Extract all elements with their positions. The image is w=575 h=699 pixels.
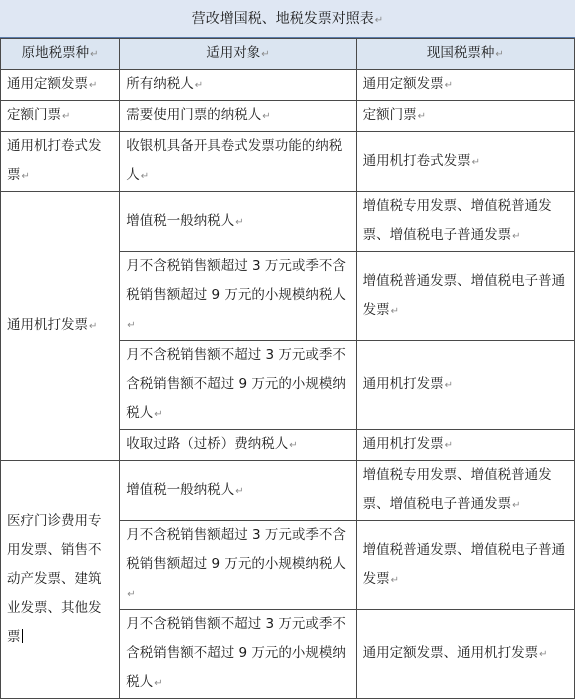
- cell-new: 通用机打卷式发票↵: [356, 132, 574, 192]
- header-original-type: 原地税票种↵: [1, 39, 120, 70]
- cell-applicable: 月不含税销售额不超过 3 万元或季不含税销售额不超过 9 万元的小规模纳税人↵: [120, 341, 356, 430]
- invoice-comparison-table: [0, 38, 575, 699]
- cell-applicable: 增值税一般纳税人↵: [120, 192, 356, 252]
- cell-applicable: 所有纳税人↵: [120, 70, 356, 101]
- cell-new: 通用定额发票↵: [356, 70, 574, 101]
- table-header-row: [1, 39, 575, 70]
- cell-new: 增值税普通发票、增值税电子普通发票↵: [356, 252, 574, 341]
- cell-applicable: 月不含税销售额超过 3 万元或季不含税销售额超过 9 万元的小规模纳税人↵: [120, 521, 356, 610]
- cell-original-merged: 通用机打发票↵: [1, 192, 120, 461]
- cell-new: 增值税专用发票、增值税普通发票、增值税电子普通发票↵: [356, 461, 574, 521]
- cell-applicable: 月不含税销售额不超过 3 万元或季不含税销售额不超过 9 万元的小规模纳税人↵: [120, 610, 356, 699]
- table-row: [1, 132, 575, 192]
- text-cursor: [22, 629, 23, 643]
- cell-original: 通用定额发票↵: [1, 70, 120, 101]
- paragraph-mark: ↵: [374, 15, 384, 26]
- cell-applicable: 增值税一般纳税人↵: [120, 461, 356, 521]
- cell-applicable: 收银机具备开具卷式发票功能的纳税人↵: [120, 132, 356, 192]
- cell-new: 增值税专用发票、增值税普通发票、增值税电子普通发票↵: [356, 192, 574, 252]
- cell-applicable: 月不含税销售额超过 3 万元或季不含税销售额超过 9 万元的小规模纳税人↵: [120, 252, 356, 341]
- header-applicable: 适用对象↵: [120, 39, 356, 70]
- cell-new: 增值税普通发票、增值税电子普通发票↵: [356, 521, 574, 610]
- cell-new: 定额门票↵: [356, 101, 574, 132]
- cell-applicable: 需要使用门票的纳税人↵: [120, 101, 356, 132]
- cell-original-merged: 医疗门诊费用专用发票、销售不动产发票、建筑业发票、其他发票: [1, 461, 120, 699]
- cell-new: 通用机打发票↵: [356, 341, 574, 430]
- cell-original: 定额门票↵: [1, 101, 120, 132]
- table-row: [1, 101, 575, 132]
- table-row: [1, 70, 575, 101]
- cell-new: 通用机打发票↵: [356, 430, 574, 461]
- table-title: 营改增国税、地税发票对照表↵: [0, 0, 575, 38]
- cell-applicable: 收取过路（过桥）费纳税人↵: [120, 430, 356, 461]
- table-row: [1, 461, 575, 521]
- cell-new: 通用定额发票、通用机打发票↵: [356, 610, 574, 699]
- table-row: [1, 192, 575, 252]
- cell-original: 通用机打卷式发票↵: [1, 132, 120, 192]
- header-new-type: 现国税票种↵: [356, 39, 574, 70]
